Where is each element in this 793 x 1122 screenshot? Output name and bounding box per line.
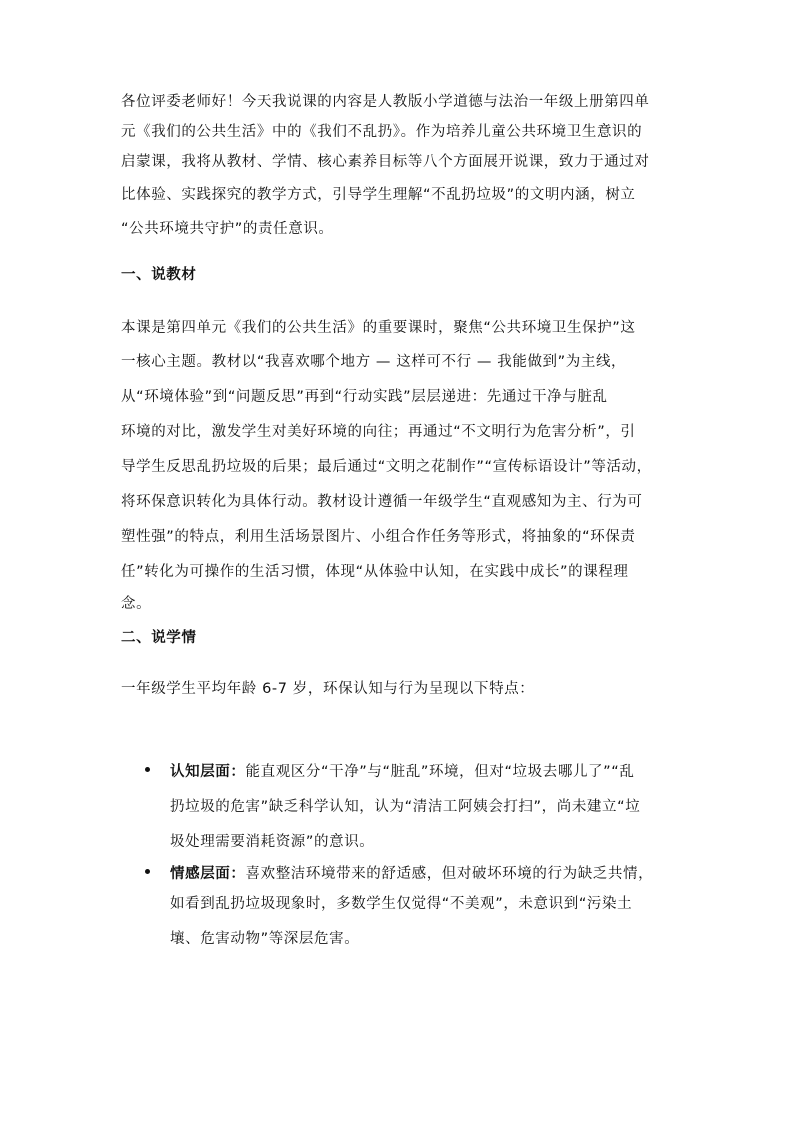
intro-line: 元《我们的公共生活》中的《我们不乱扔》。作为培养儿童公共环境卫生意识的 xyxy=(121,124,643,140)
textbook-line: 导学生反思乱扔垃圾的后果；最后通过“文明之花制作”“宣传标语设计”等活动， xyxy=(121,459,652,475)
bullet-first-line xyxy=(170,862,653,883)
bullet-line: 如看到乱扔垃圾现象时，多数学生仅觉得“不美观”，未意识到“污染土 xyxy=(170,896,633,912)
section-heading-textbook: 一、说教材 xyxy=(121,267,197,283)
intro-line: 比体验、实践探究的教学方式，引导学生理解“不乱扔垃圾”的文明内涵，树立 xyxy=(121,187,636,203)
section-heading-learners: 二、说学情 xyxy=(121,630,197,646)
bullet-line: 壤、危害动物”等深层危害。 xyxy=(170,931,360,947)
intro-line: 各位评委老师好！今天我说课的内容是人教版小学道德与法治一年级上册第四单 xyxy=(121,94,650,110)
textbook-line: 任”转化为可操作的生活习惯，体现“从体验中认知，在实践中成长”的课程理 xyxy=(121,564,629,580)
bullet-text: 能直观区分“干净”与“脏乱”环境，但对“垃圾去哪儿了”“乱 xyxy=(245,764,635,780)
intro-line: 启蒙课，我将从教材、学情、核心素养目标等八个方面展开说课，致力于通过对 xyxy=(121,154,650,170)
bullet-label: 情感层面： xyxy=(170,866,246,882)
bullet-label: 认知层面： xyxy=(170,764,246,780)
textbook-line: 塑性强”的特点，利用生活场景图片、小组合作任务等形式，将抽象的“环保责 xyxy=(121,529,636,545)
learners-intro-line: 一年级学生平均年龄 6-7 岁，环保认知与行为呈现以下特点： xyxy=(121,681,535,697)
intro-line: “公共环境共守护”的责任意识。 xyxy=(121,221,334,237)
bullet-first-line xyxy=(170,760,634,781)
textbook-line: 将环保意识转化为具体行动。教材设计遵循一年级学生“直观感知为主、行为可 xyxy=(121,494,643,510)
textbook-line: 本课是第四单元《我们的公共生活》的重要课时，聚焦“公共环境卫生保护”这 xyxy=(121,320,636,336)
bullet-line: 扔垃圾的危害”缺乏科学认知，认为“清洁工阿姨会打扫”，尚未建立“垃 xyxy=(170,799,641,815)
bullet-icon xyxy=(145,869,150,874)
textbook-line: 一核心主题。教材以“我喜欢哪个地方 — 这样可不行 — 我能做到”为主线， xyxy=(121,354,627,370)
bullet-line: 圾处理需要消耗资源”的意识。 xyxy=(170,834,375,850)
textbook-line: 环境的对比，激发学生对美好环境的向往；再通过“不文明行为危害分析”，引 xyxy=(121,424,636,440)
bullet-text: 喜欢整洁环境带来的舒适感，但对破坏环境的行为缺乏共情， xyxy=(245,866,654,882)
textbook-line: 念。 xyxy=(121,596,152,612)
bullet-icon xyxy=(145,767,150,772)
textbook-line: 从“环境体验”到“问题反思”再到“行动实践”层层递进：先通过干净与脏乱 xyxy=(121,389,608,405)
